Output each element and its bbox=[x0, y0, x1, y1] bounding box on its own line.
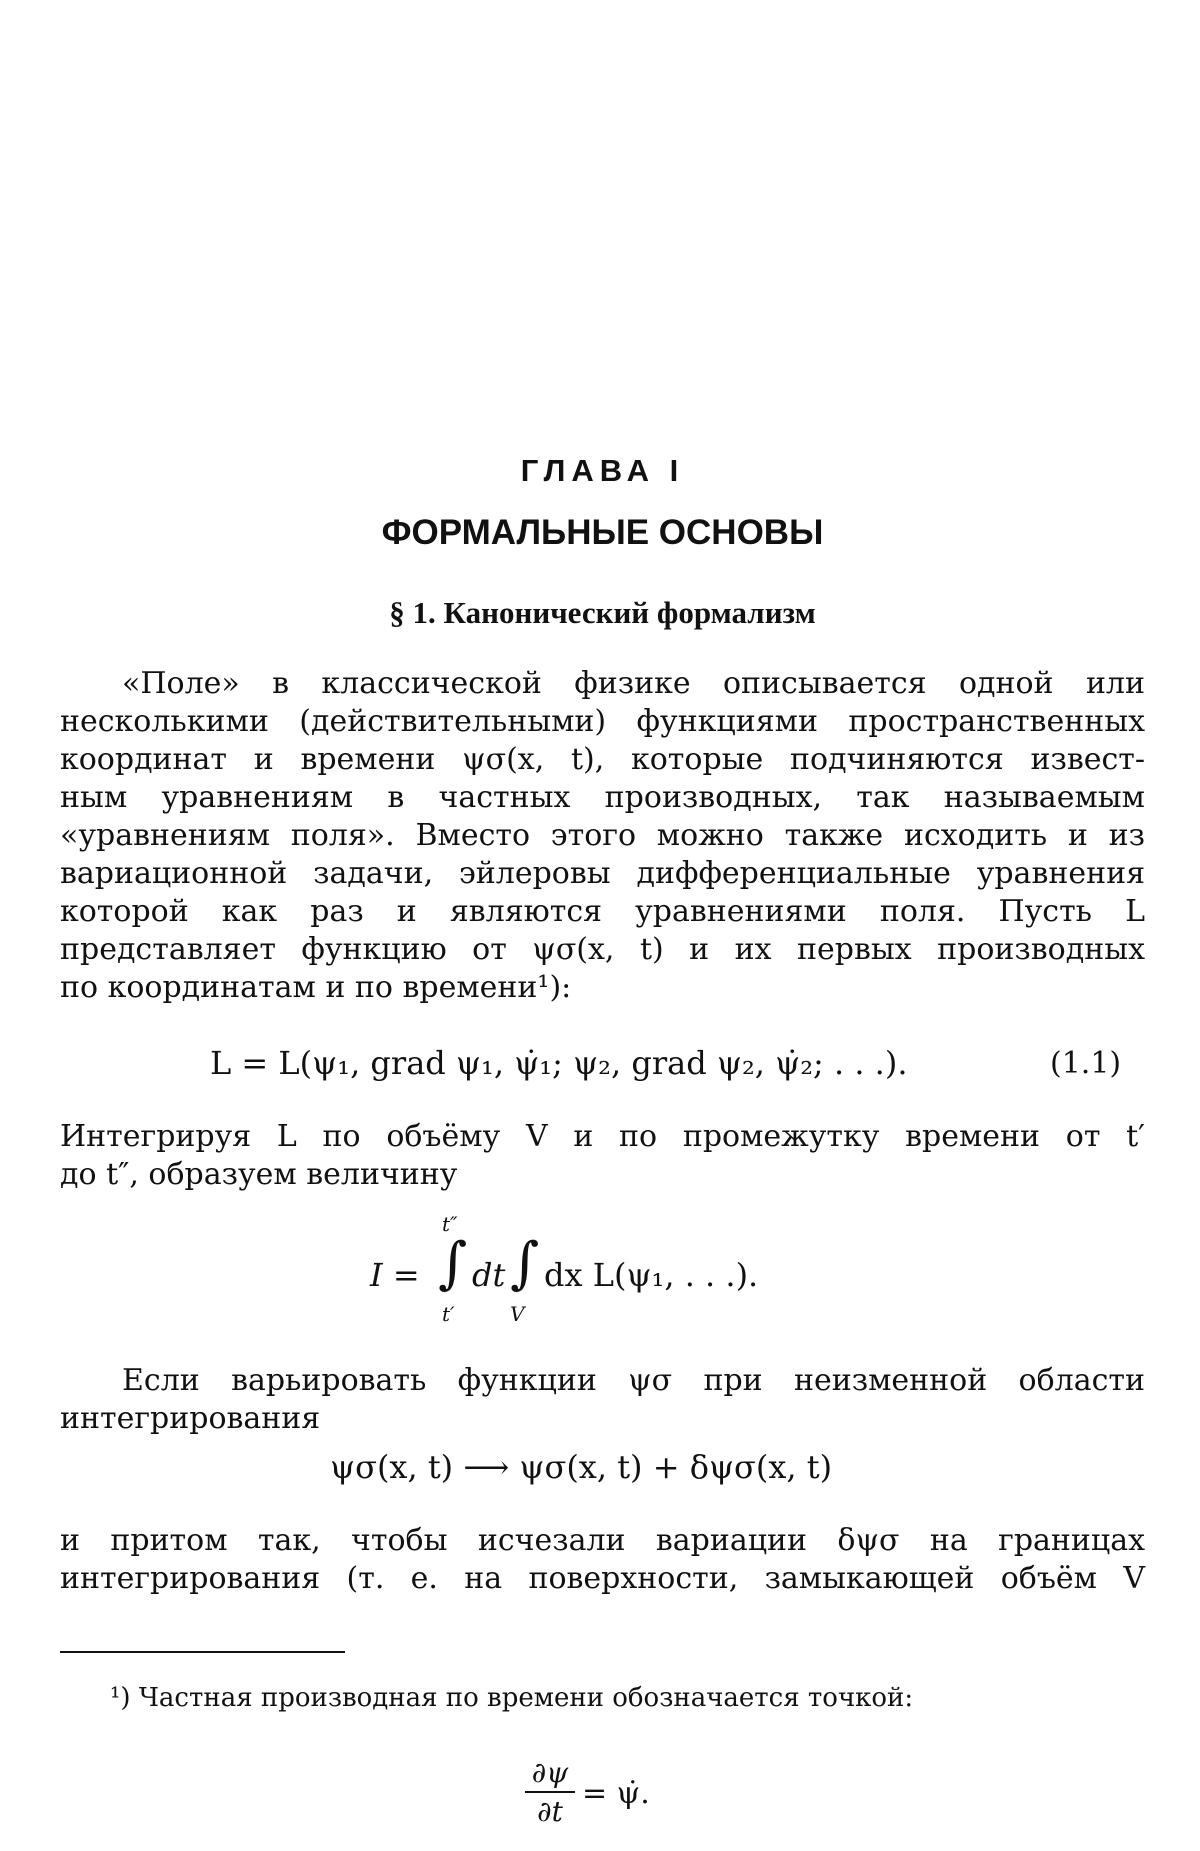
paragraph-1-line-8: представляет функцию от ψσ(x, t) и их первых производных bbox=[60, 932, 1145, 967]
equation-number: (1.1) bbox=[1050, 1046, 1122, 1081]
paragraph-1-line-5: «уравнениям поля». Вместо этого можно также исходить и из bbox=[60, 818, 1145, 853]
paragraph-1-line-9: по координатам и по времени¹): bbox=[60, 970, 572, 1005]
section-title: § 1. Канонический формализм bbox=[389, 595, 816, 630]
integral-sign-time: ∫ bbox=[438, 1231, 468, 1296]
chapter-label: ГЛАВА I bbox=[520, 453, 685, 488]
paragraph-1-line-4: ным уравнениям в частных производных, так называемым bbox=[60, 780, 1145, 815]
paragraph-1-line-7: которой как раз и являются уравнениями поля. Пусть L bbox=[60, 894, 1145, 929]
paragraph-4-line-2: интегрирования (т. е. на поверхности, замыкающей объём V bbox=[60, 1561, 1145, 1596]
integral-volume-limit: V bbox=[510, 1302, 525, 1326]
paragraph-1-line-1: «Поле» в классической физике описывается одной или bbox=[122, 666, 1145, 701]
fraction-denominator: ∂t bbox=[537, 1795, 563, 1828]
integral-sign-volume: ∫ bbox=[510, 1231, 540, 1296]
footnote-text: ¹) Частная производная по времени обозначается точкой: bbox=[110, 1683, 914, 1713]
footnote-divider bbox=[60, 1651, 345, 1653]
equation-variation: ψσ(x, t) ⟶ ψσ(x, t) + δψσ(x, t) bbox=[330, 1448, 833, 1486]
fraction-rhs: = ψ̇. bbox=[582, 1776, 650, 1811]
chapter-title: ФОРМАЛЬНЫЕ ОСНОВЫ bbox=[381, 513, 824, 552]
action-lhs: I = bbox=[370, 1256, 420, 1294]
paragraph-2-line-1: Интегрируя L по объёму V и по промежутку времени от t′ bbox=[60, 1119, 1145, 1154]
paragraph-3-line-2: интегрирования bbox=[60, 1401, 321, 1436]
paragraph-4-line-1: и притом так, чтобы исчезали вариации δψσ на границах bbox=[60, 1523, 1145, 1558]
time-differential: dt bbox=[472, 1256, 506, 1294]
book-page bbox=[60, 0, 1145, 1851]
integral-upper-limit: t″ bbox=[442, 1212, 458, 1236]
paragraph-2-line-2: до t″, образуем величину bbox=[60, 1157, 458, 1192]
paragraph-1-line-2: несколькими (действительными) функциями пространственных bbox=[60, 704, 1145, 739]
paragraph-3-line-1: Если варьировать функции ψσ при неизменной области bbox=[122, 1363, 1145, 1398]
paragraph-1-line-3: координат и времени ψσ(x, t), которые подчиняются извест- bbox=[60, 742, 1145, 777]
paragraph-1-line-6: вариационной задачи, эйлеровы дифференциальные уравнения bbox=[60, 856, 1145, 891]
action-integrand: dx L(ψ₁, . . .). bbox=[544, 1256, 759, 1294]
fraction-numerator: ∂ψ bbox=[525, 1756, 575, 1793]
equation-1-1: L = L(ψ₁, grad ψ₁, ψ̇₁; ψ₂, grad ψ₂, ψ̇₂; . . .). bbox=[210, 1044, 908, 1082]
integral-lower-limit: t′ bbox=[442, 1302, 455, 1326]
footnote-fraction bbox=[525, 1756, 575, 1828]
